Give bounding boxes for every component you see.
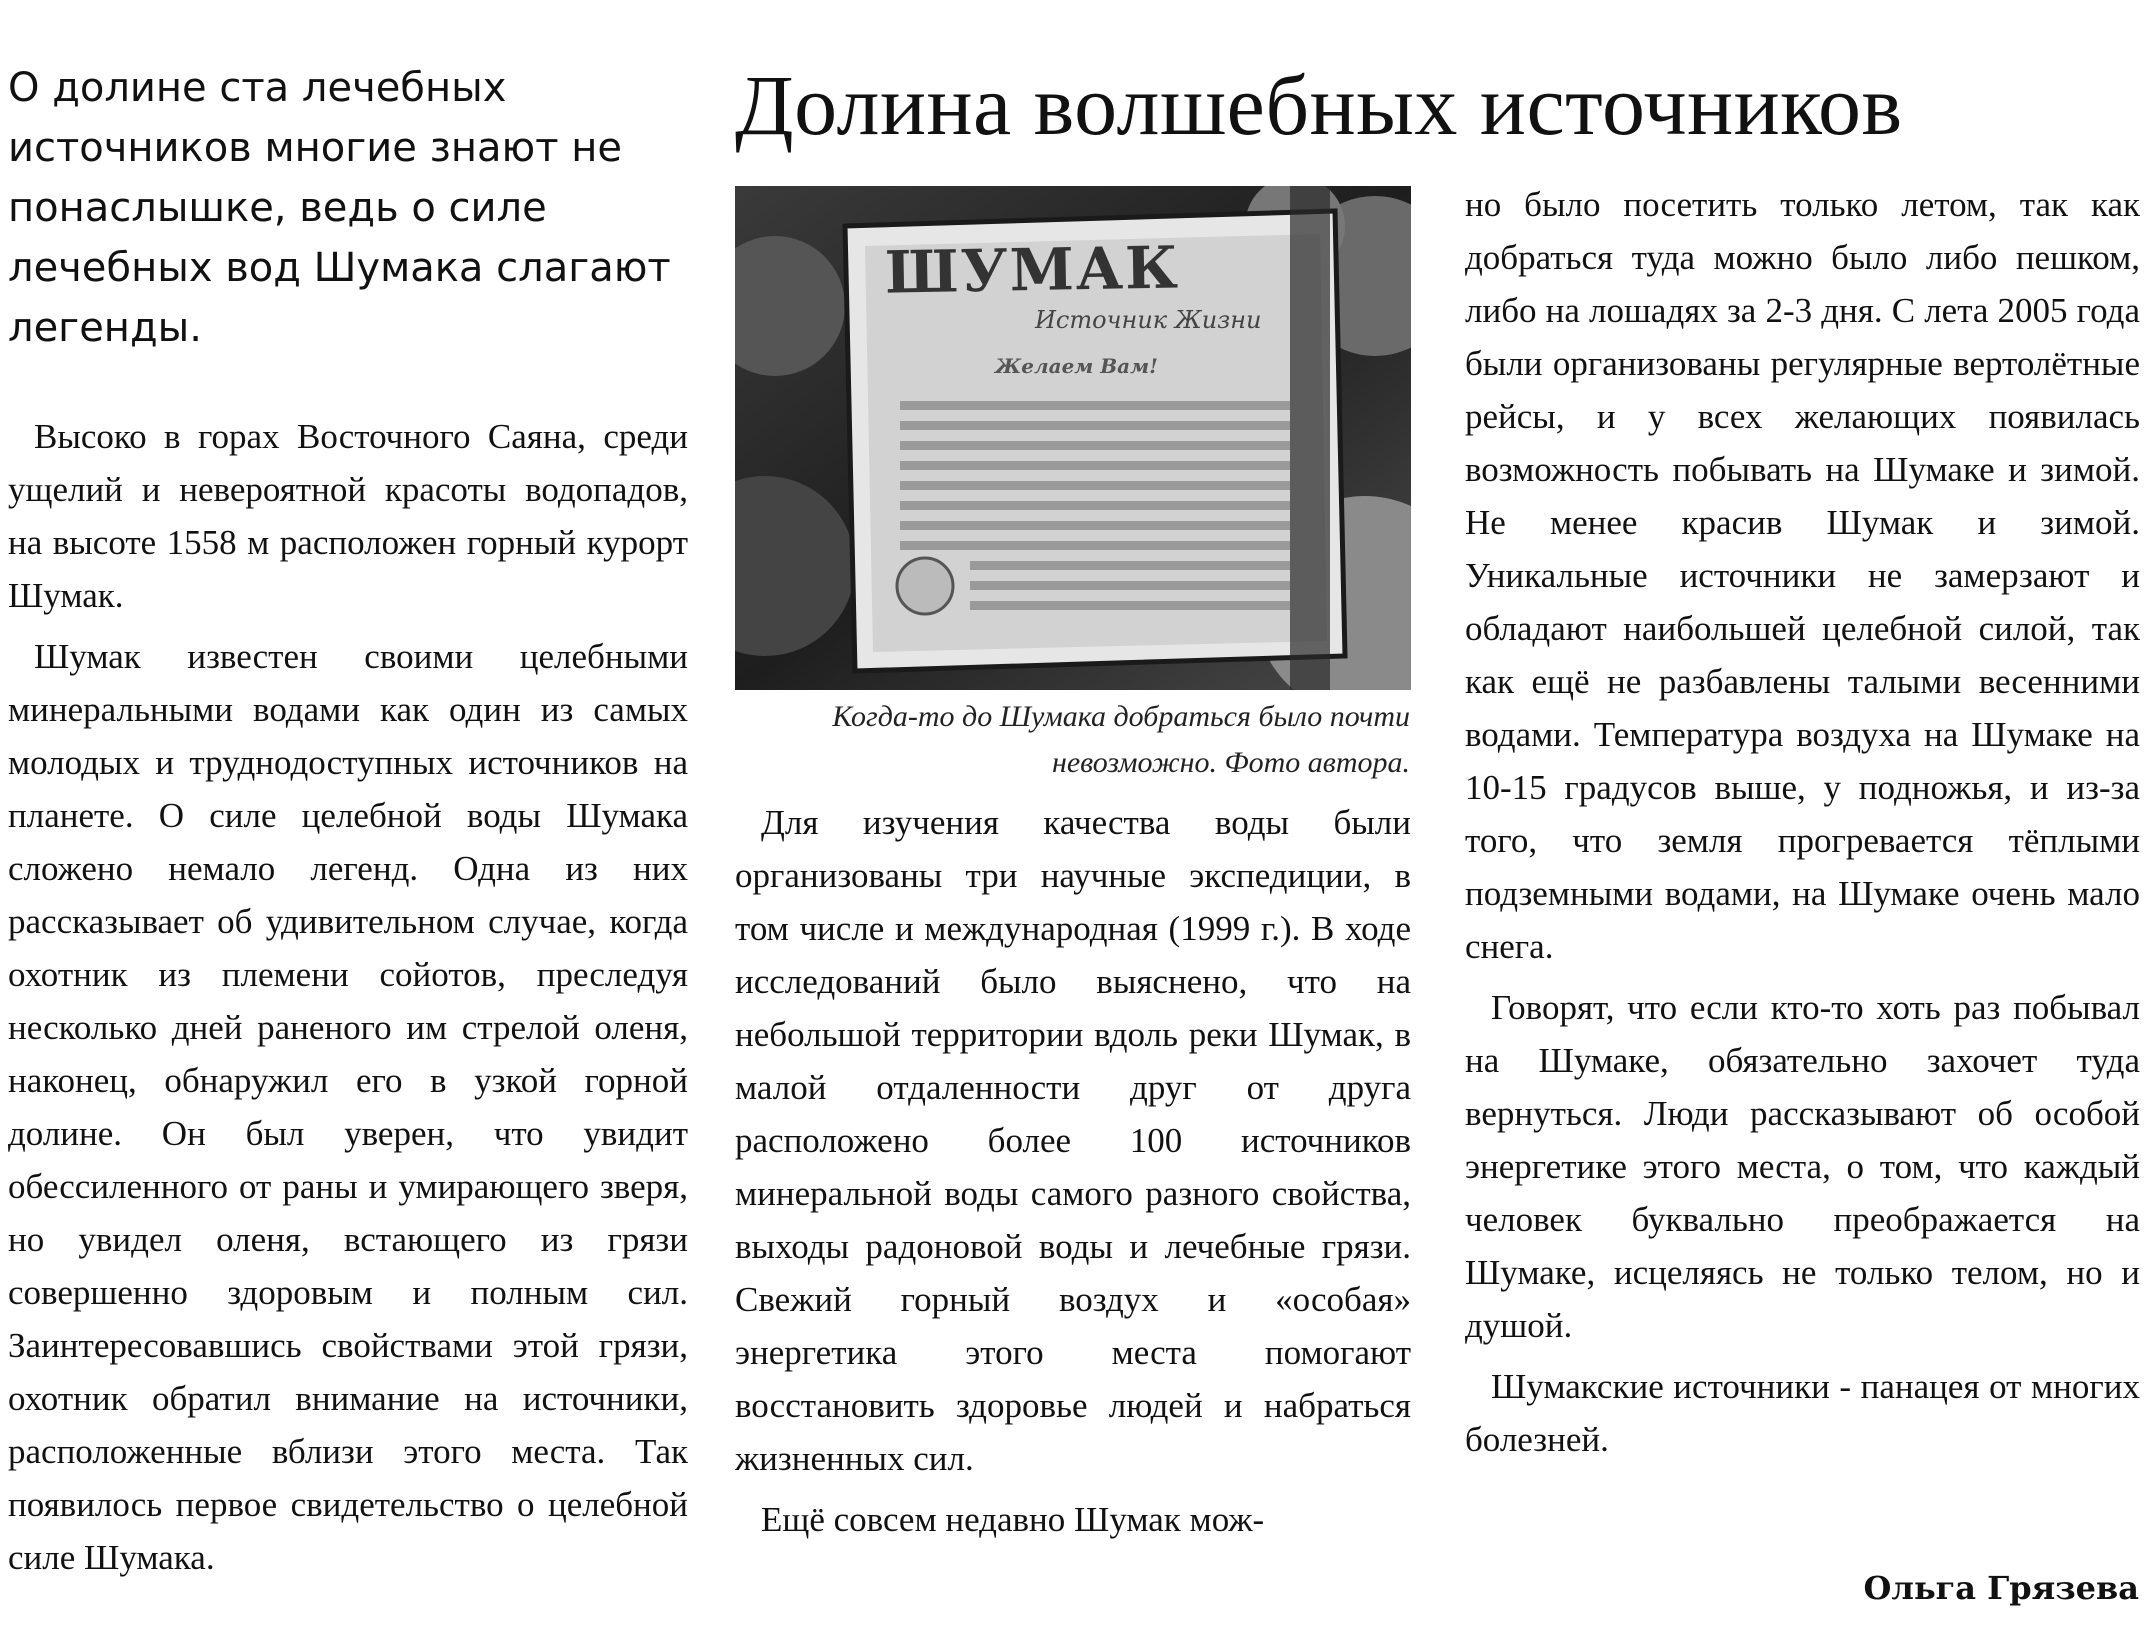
left-paragraph-1: Высоко в горах Восточного Саяна, среди ущелий и невероятной красоты водопадов, на высоте 1558 м расположен горный курорт Шумак. [8, 417, 688, 615]
left-paragraph-2: Шумак известен своими целебными минеральными водами как один из самых молодых и труднодоступных источников на планете. О силе целебной воды Шумака сложено немало легенд. Одна из них рассказывает об удивительном случае, когда охотник из племени сойотов, преследуя несколько дней раненого им стрелой оленя, наконец, обнаружил его в узкой горной долине. Он был уверен, что увидит обессиленного от раны и умирающего зверя, но увидел оленя, встающего из грязи совершенно здоровым и полным сил. Заинтересовавшись свойствами этой грязи, охотник обратил внимание на источники, расположенные вблизи этого места. Так появилось первое свидетельство о целебной силе Шумака. [8, 637, 688, 1577]
middle-paragraph-2: Ещё совсем недавно Шумак мож- [761, 1500, 1265, 1539]
photo-caption: Когда-то до Шумака добраться было почти невозможно. Фото автора. [832, 700, 1410, 779]
right-column [1465, 178, 2140, 1474]
sign-subtitle: Источник Жизни [1035, 306, 1262, 334]
article-headline: Долина волшебных источников [735, 57, 1903, 153]
sign-heading: Желаем Вам! [995, 354, 1158, 378]
sign-title: ШУМАК [884, 233, 1181, 307]
middle-column [735, 796, 1411, 1554]
article-photo [735, 186, 1411, 690]
lead-paragraph: О долине ста лечебных источников многие знают не понаслышке, ведь о силе лечебных вод Шумака слагают легенды. [8, 65, 671, 351]
author-signature: Ольга Грязева [1863, 1569, 2139, 1607]
left-column [8, 58, 688, 1592]
right-paragraph-1: но было посетить только летом, так как добраться туда можно было либо пешком, либо на лошадях за 2-3 дня. С лета 2005 года были организованы регулярные вертолётные рейсы, и у всех желающих появилась возможность побывать на Шумаке и зимой. Не менее красив Шумак и зимой. Уникальные источники не замерзают и обладают наибольшей целебной силой, так как ещё не разбавлены талыми весенними водами. Температура воздуха на Шумаке на 10-15 градусов выше, у подножья, и из-за того, что земля прогревается тёплыми подземными водами, на Шумаке очень мало снега. [1465, 185, 2140, 966]
middle-paragraph-1: Для изучения качества воды были организованы три научные экспедиции, в том числе и международная (1999 г.). В ходе исследований было выяснено, что на небольшой территории вдоль реки Шумак, в малой отдаленности друг от друга расположено более 100 источников минеральной воды самого разного свойства, выходы радоновой воды и лечебные грязи. Свежий горный воздух и «особая» энергетика этого места помогают восстановить здоровье людей и набраться жизненных сил. [735, 803, 1411, 1478]
right-paragraph-2: Говорят, что если кто-то хоть раз побывал на Шумаке, обязательно захочет туда вернуться. Люди рассказывают об особой энергетике этого места, о том, что каждый человек буквально преображается на Шумаке, исцеляясь не только телом, но и душой. [1465, 988, 2140, 1345]
right-paragraph-3: Шумакские источники - панацея от многих болезней. [1465, 1367, 2140, 1459]
left-article-text [8, 410, 688, 1584]
